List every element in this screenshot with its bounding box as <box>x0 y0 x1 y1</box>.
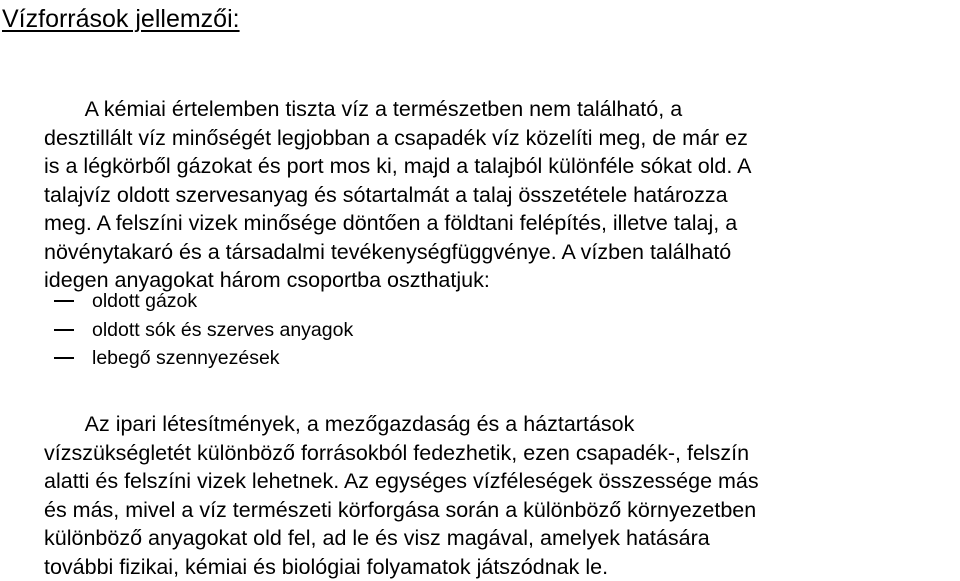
paragraph-line: A kémiai értelemben tiszta víz a természetben nem található, a <box>44 95 956 124</box>
paragraph-intro <box>44 95 956 295</box>
paragraph-line: desztillált víz minőségét legjobban a csapadék víz közelíti meg, de már ez <box>44 124 956 153</box>
list-item-label: oldott sók és szerves anyagok <box>92 316 353 345</box>
dash-bullet-icon <box>54 357 74 359</box>
paragraph-line: vízszükségletét különböző forrásokból fedezhetik, ezen csapadék-, felszín <box>44 439 956 468</box>
paragraph-line: is a légkörből gázokat és port mos ki, majd a talajból különféle sókat old. A <box>44 152 956 181</box>
list-item-label: oldott gázok <box>92 287 197 316</box>
list-item <box>54 316 353 345</box>
paragraph-water-sources <box>44 410 956 581</box>
page-title: Vízforrások jellemzői: <box>2 4 240 34</box>
list-item <box>54 344 353 373</box>
dash-bullet-icon <box>54 300 74 302</box>
paragraph-line: meg. A felszíni vizek minősége döntően a földtani felépítés, illetve talaj, a <box>44 209 956 238</box>
paragraph-line: és más, mivel a víz természeti körforgása során a különböző környezetben <box>44 496 956 525</box>
paragraph-line: Az ipari létesítmények, a mezőgazdaság és a háztartások <box>44 410 956 439</box>
list-item-label: lebegő szennyezések <box>92 344 280 373</box>
paragraph-line: növénytakaró és a társadalmi tevékenységfüggvénye. A vízben található <box>44 238 956 267</box>
list-item <box>54 287 353 316</box>
paragraph-line: idegen anyagokat három csoportba oszthatjuk: <box>44 266 956 295</box>
dash-bullet-icon <box>54 329 74 331</box>
foreign-substance-list <box>54 287 353 373</box>
paragraph-line: további fizikai, kémiai és biológiai folyamatok játszódnak le. <box>44 553 956 581</box>
paragraph-line: alatti és felszíni vizek lehetnek. Az egységes vízféleségek összessége más <box>44 467 956 496</box>
paragraph-line: talajvíz oldott szervesanyag és sótartalmát a talaj összetétele határozza <box>44 181 956 210</box>
paragraph-line: különböző anyagokat old fel, ad le és visz magával, amelyek hatására <box>44 524 956 553</box>
